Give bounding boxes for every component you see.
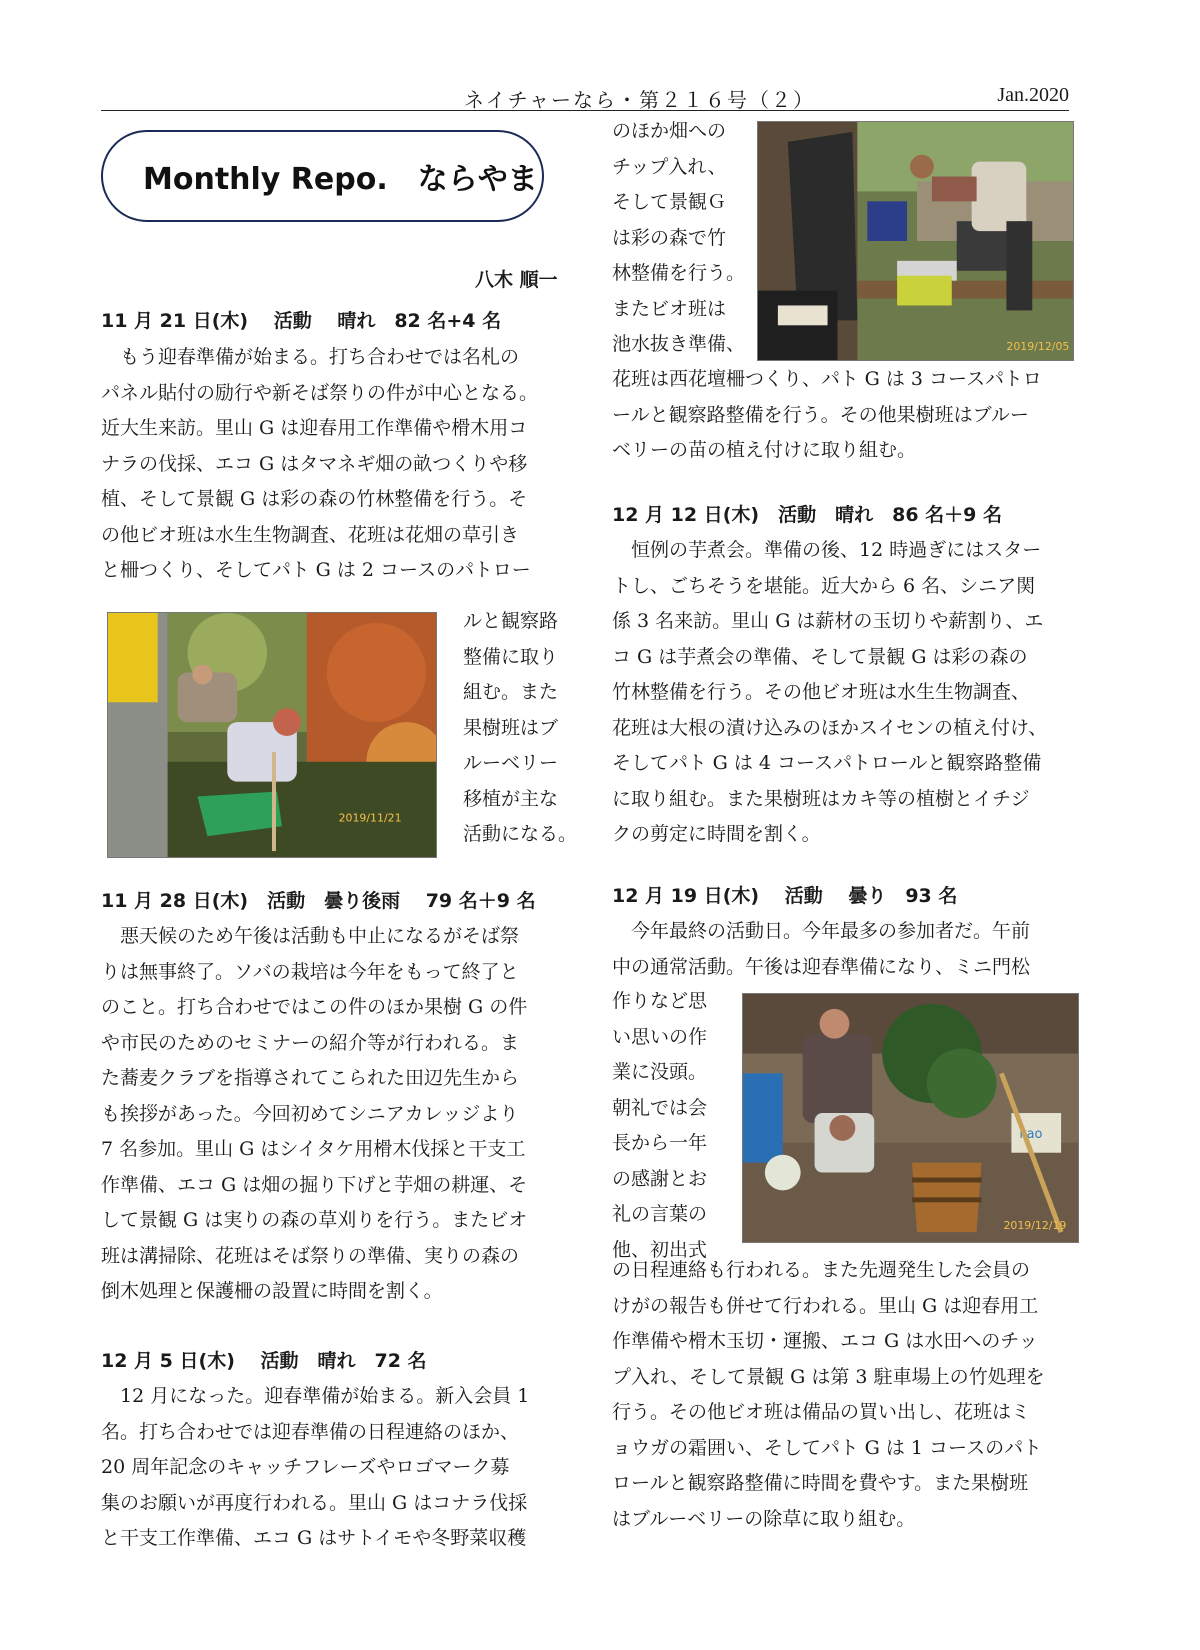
entry-body-1212: 恒例の芋煮会。準備の後、12 時過ぎにはスター トし、ごちそうを堪能。近大から 6 名、シニア関 係 3 名来訪。里山 G は薪材の玉切りや薪割り、エ コ G は芋煮会の準備、そして景観 G は彩の森の 竹林整備を行う。その他ビオ班は水生生物調査、 花班は大根の漬け込みのほかスイセンの植え付け、 そしてパト G は 4 コースパトロールと観察路整備 に取り組む。また果樹班はカキ等の植樹とイチジ クの剪定に時間を割く。 [612,539,1048,845]
entry-heading-1212: 12 月 12 日(木) 活動 晴れ 86 名＋9 名 [612,504,1002,526]
author-name: 八木 順一 [475,269,558,291]
section-logo [101,130,544,222]
photo-stamp: 2019/12/19 [1003,1219,1067,1233]
entry-heading-1205: 12 月 5 日(木) 活動 晴れ 72 名 [101,1350,427,1372]
photo-kadomatsu [742,993,1079,1243]
entry-body-1121-wrap: ルと観察路 整備に取り 組む。また 果樹班はブ ルーベリー 移植が主な 活動になる。 [463,610,578,845]
issue-date: Jan.2020 [997,84,1069,106]
logo-text: Monthly Repo. ならやま [143,162,538,197]
entry-heading-1128: 11 月 28 日(木) 活動 曇り後雨 79 名＋9 名 [101,890,536,912]
planting-photo-art [108,613,436,857]
kadomatsu-photo-art [743,994,1078,1242]
entry-body-1128: 悪天候のため午後は活動も中止になるがそば祭 りは無事終了。ソバの栽培は今年をもって終了と のこと。打ち合わせではこの件のほか果樹 G の件 や市民のためのセミナーの紹介等が行われる。ま た蕎麦クラブを指導されてこられた田辺先生から も挨拶があった。今回初めてシニアカレッジより 7 名参加。里山 G はシイタケ用榾木伐採と干支工 作準備、エコ G は畑の掘り下げと芋畑の耕運、そ して景観 G は実りの森の草刈りを行う。またビオ 班は溝掃除、花班はそば祭りの準備、実りの森の 倒木処理と保護柵の設置に時間を割く。 [101,925,528,1302]
entry-body-1219-end: の日程連絡も行われる。また先週発生した会員の けがの報告も併せて行われる。里山 G は迎春用工 作準備や榾木玉切・運搬、エコ G は水田へのチッ プ入れ、そして景観 G は第 3 駐車場上の竹処理を 行う。その他ビオ班は備品の買い出し、花班はミ ョウガの霜囲い、そしてパト G は 1 コースのパト ロールと観察路整備に時間を費やす。また果樹班 はブルーベリーの除草に取り組む。 [612,1259,1045,1530]
photo-stamp: 2019/12/05 [1006,340,1070,354]
entry-body-1205-end: 花班は西花壇柵つくり、パト G は 3 コースパトロ ールと観察路整備を行う。その他果樹班はブルー ベリーの苗の植え付けに取り組む。 [612,368,1042,461]
photo-chipper [757,121,1074,361]
entry-body-1121: もう迎春準備が始まる。打ち合わせでは名札の パネル貼付の励行や新そば祭りの件が中心となる。 近大生来訪。里山 G は迎春用工作準備や榾木用コ ナラの伐採、エコ G はタマネギ畑の畝つくりや移 植、そして景観 G は彩の森の竹林整備を行う。そ の他ビオ班は水生生物調査、花班は花畑の草引き と柵つくり、そしてパト G は 2 コースのパトロー [101,346,539,581]
page-header [101,82,1069,111]
photo-planting [107,612,437,858]
photo-stamp: 2019/11/21 [338,811,402,825]
entry-body-1219: 今年最終の活動日。今年最多の参加者だ。午前 中の通常活動。午後は迎春準備になり、ミニ門松 [612,920,1031,978]
entry-body-1205-cont: のほか畑への チップ入れ、 そして景観Ｇ は彩の森で竹 林整備を行う。 またビオ班は 池水抜き準備、 [612,120,746,355]
chipper-photo-art [758,122,1073,360]
entry-heading-1219: 12 月 19 日(木) 活動 曇り 93 名 [612,885,958,907]
box-label: kao [1019,1126,1043,1142]
entry-body-1205: 12 月になった。迎春準備が始まる。新入会員 1 名。打ち合わせでは迎春準備の日程連絡のほか、 20 周年記念のキャッチフレーズやロゴマーク募 集のお願いが再度行われる。里山 G はコナラ伐採 と干支工作準備、エコ G はサトイモや冬野菜収穫 [101,1385,530,1549]
newsletter-title: ネイチャーなら・第２１６号（２） [464,88,815,112]
entry-body-1219-wrap: 作りなど思 い思いの作 業に没頭。 朝礼では会 長から一年 の感謝とお 礼の言葉の 他、初出式 [612,990,708,1261]
entry-heading-1121: 11 月 21 日(木) 活動 晴れ 82 名+4 名 [101,310,502,332]
